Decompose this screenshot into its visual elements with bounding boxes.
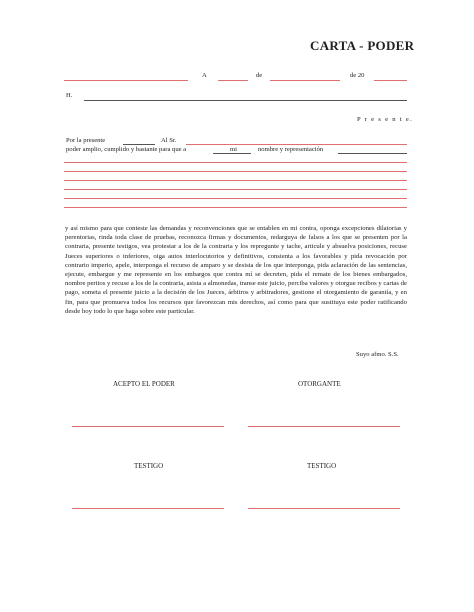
place-field-line[interactable] bbox=[64, 80, 188, 81]
blank-line-6[interactable] bbox=[64, 207, 407, 208]
poder-amplio-label: poder amplio, cumplido y bastante para que a bbox=[66, 146, 187, 153]
attorney-field-line[interactable] bbox=[186, 144, 407, 145]
presente-label: P r e s e n t e. bbox=[357, 116, 414, 123]
powers-paragraph: y así mismo para que conteste las demandas y reconvenciones que se entablen en mi contra, oponga excepciones dilatorias y perentorias, rinda toda clase de pruebas, reconozca firmas y documentos, redarguya de falsos a los que se presenten por la contraria, presente testigos, vea protestar a los de la contraria y los repregunte y tache, articule y absuelva posiciones, recuse Jueces superiores o inferiores, oiga autos interlocutorios y definitivos, consienta a los favorables y pida revocación por contrario imperio, apele, interponga el recurso de amparo y se desista de los que interponga, pida aclaración de las sentencias, ejecute, embargue y me represente en los embargos que contra mí se decreten, pida el remate de los bienes embargados, nombre peritos y recuse a los de la contraria, asista a almonedas, transe este juicio, perciba valores y otorgue recibos y cartas de pago, someta el presente juicio a la decisión de los Jueces, árbitros y arbitradores, gestione el otorgamiento de garantía, y en fin, para que promueva todos los recursos que favorezcan mis derechos, así como para que sustituya este poder ratificando desde hoy todo lo que haga sobre este particular. bbox=[65, 225, 407, 315]
acepto-signature-line[interactable] bbox=[72, 426, 224, 427]
de20-label: de 20 bbox=[350, 72, 365, 79]
nombre-representacion-label: nombre y representación bbox=[258, 146, 324, 153]
acepto-poder-label: ACEPTO EL PODER bbox=[113, 380, 175, 388]
de-label: de bbox=[256, 72, 263, 79]
day-field-line[interactable] bbox=[218, 80, 248, 81]
testigo-right-signature-line[interactable] bbox=[248, 508, 400, 509]
document-title: CARTA - PODER bbox=[310, 38, 415, 53]
h-label: H. bbox=[66, 92, 73, 99]
blank-line-4[interactable] bbox=[64, 189, 407, 190]
year-field-line[interactable] bbox=[374, 80, 407, 81]
a-label: A bbox=[202, 72, 207, 79]
grantor-field-line[interactable] bbox=[123, 144, 155, 145]
closing-text: Suyo afmo. S.S. bbox=[356, 351, 399, 358]
por-la-presente-label: Por la presente bbox=[66, 137, 106, 144]
month-field-line[interactable] bbox=[270, 80, 340, 81]
otorgante-label: OTORGANTE bbox=[298, 380, 341, 388]
representation-field-line[interactable] bbox=[338, 153, 407, 154]
mi-field-line[interactable] bbox=[213, 153, 251, 154]
testigo-left-signature-line[interactable] bbox=[72, 508, 224, 509]
otorgante-signature-line[interactable] bbox=[248, 426, 400, 427]
testigo-right-label: TESTIGO bbox=[307, 462, 337, 470]
blank-line-2[interactable] bbox=[64, 171, 407, 172]
mi-value: mi bbox=[230, 146, 237, 153]
al-sr-label: Al Sr. bbox=[161, 137, 177, 144]
blank-line-5[interactable] bbox=[64, 198, 407, 199]
blank-line-1[interactable] bbox=[64, 162, 407, 163]
blank-line-3[interactable] bbox=[64, 180, 407, 181]
testigo-left-label: TESTIGO bbox=[134, 462, 164, 470]
recipient-field-line[interactable] bbox=[84, 100, 407, 101]
